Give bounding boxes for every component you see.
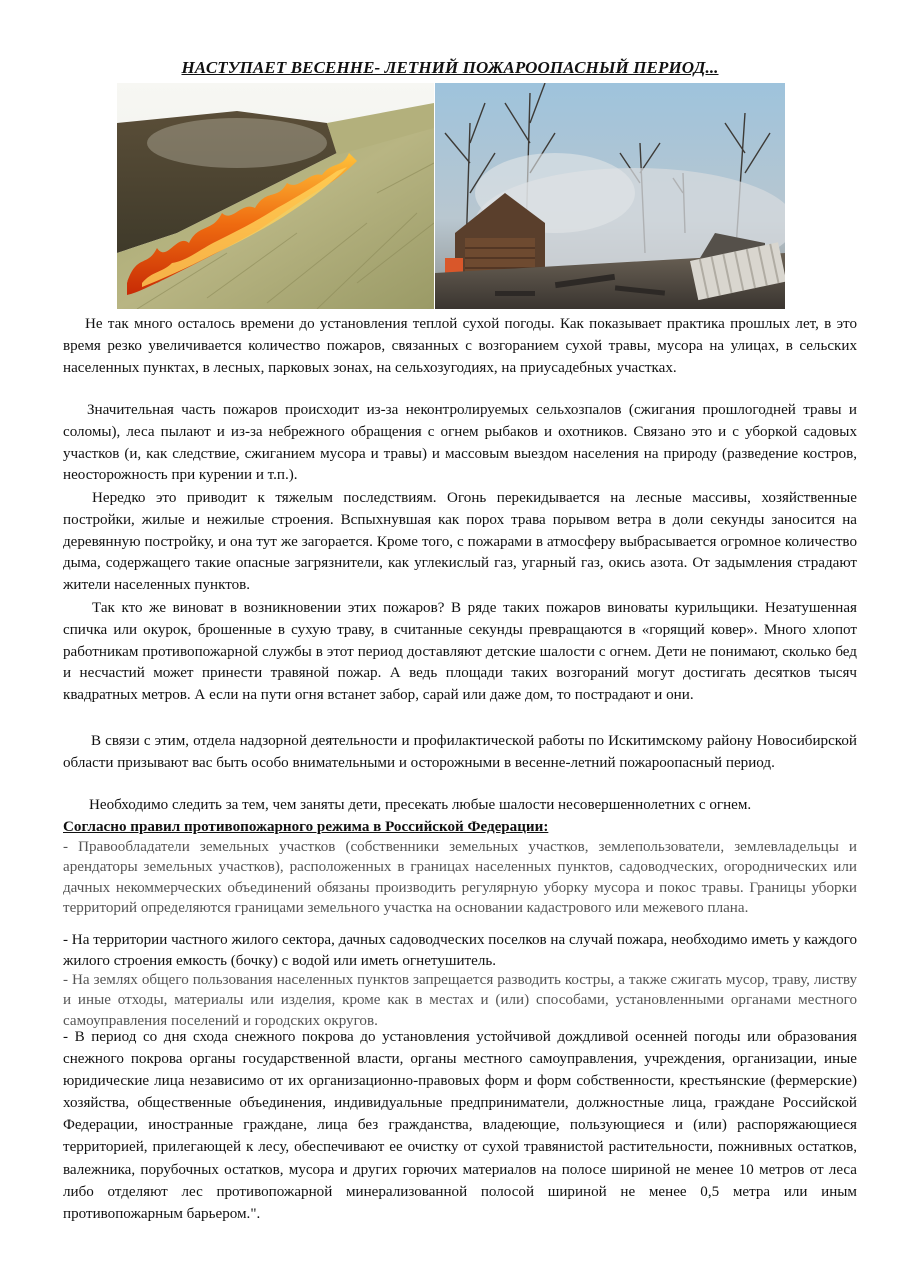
rule-item: - На землях общего пользования населенных пунктов запрещается разводить костры, а также сжигать мусор, траву, листву и иные отходы, материалы или изделия, кроме как в местах и (или) способами, установленными органами местного самоуправления поселений и городских округов. bbox=[63, 972, 857, 1029]
rule-item: - Правообладатели земельных участков (собственники земельных участков, землепользователи, землевладельцы и арендаторы земельных участков), расположенных в границах населенных пунктов, садоводческих, огороднических или дачных некоммерческих объединений обязаны производить регулярную уборку мусора и покос травы. Границы уборки территорий определяются границами земельного участка на основании кадастрового или межевого плана. bbox=[63, 839, 857, 917]
rule-item: - На территории частного жилого сектора, дачных садоводческих поселков на случай пожара, необходимо иметь у каждого жилого строения емкость (бочку) с водой или иметь огнетушитель. bbox=[63, 932, 857, 969]
paragraph-1: Не так много осталось времени до установления теплой сухой погоды. Как показывает практика прошлых лет, в это время резко увеличивается количество пожаров, связанных с возгоранием сухой травы, мусора на улицах, в сельских населенных пунктах, в лесных, парковых зонах, на сельхозугодиях, на приусадебных участках. bbox=[63, 316, 857, 376]
paragraph-2: Значительная часть пожаров происходит из-за неконтролируемых сельхозпалов (сжигания прошлогодней травы и соломы), леса пылают и из-за небрежного обращения с огнем рыбаков и охотников. Связано это и с уборкой садовых участков (и, как следствие, сжиганием мусора и травы) и массовым выездом населения на природу (разведение костров, неосторожность при курении и т.п.). bbox=[63, 402, 857, 484]
paragraph-5: В связи с этим, отдела надзорной деятельности и профилактической работы по Искитимскому району Новосибирской области призывают вас быть особо внимательными и осторожными в весенне-летний пожароопасный период. bbox=[63, 733, 857, 771]
page-title: НАСТУПАЕТ ВЕСЕННЕ- ЛЕТНИЙ ПОЖАРООПАСНЫЙ ПЕРИОД... bbox=[181, 58, 719, 77]
grass-fire-photo bbox=[117, 83, 434, 309]
rule-item: - В период со дня схода снежного покрова до установления устойчивой дождливой осенней погоды или образования снежного покрова органы государственной власти, органы местного самоуправления, учреждения, организации, иные юридические лица независимо от их организационно-правовых форм и форм собственности, крестьянские (фермерские) хозяйства, общественные объединения, индивидуальные предприниматели, должностные лица, граждане Российской Федерации, иностранные граждане, лица без гражданства, владеющие, пользующиеся и (или) распоряжающиеся территорией, прилегающей к лесу, обеспечивают ее очистку от сухой травянистой растительности, пожнивных остатков, валежника, порубочных остатков, мусора и других горючих материалов на полосе шириной не менее 10 метров от леса либо отделяют лес противопожарной минерализованной полосой шириной не менее 0,5 метра или иным противопожарным барьером.". bbox=[63, 1029, 857, 1222]
burnt-village-photo bbox=[435, 83, 785, 309]
paragraph-4: Так кто же виноват в возникновении этих пожаров? В ряде таких пожаров виноваты курильщики. Незатушенная спичка или окурок, брошенные в сухую траву, в считанные секунды превращаются в «горящий ковер». Много хлопот работникам противопожарной службы в этот период доставляют детские шалости с огнем. Дети не понимают, сколько бед и несчастий может принести травяной пожар. А ведь площади таких возгораний могут достигать десятков тысяч квадратных метров. А если на пути огня встанет забор, сарай или даже дом, то пострадают и они. bbox=[63, 600, 857, 704]
paragraph-3: Нередко это приводит к тяжелым последствиям. Огонь перекидывается на лесные массивы, хозяйственные постройки, жилые и нежилые строения. Вспыхнувшая как порох трава порывом ветра в доли секунды заносится на деревянную постройку, и она тут же загорается. Кроме того, с пожарами в атмосферу выбрасывается огромное количество дыма, содержащего такие опасные загрязнители, как углекислый газ, угарный газ, окись азота. От задымления страдают жители населенных пунктов. bbox=[63, 490, 857, 594]
paragraph-6: Необходимо следить за тем, чем заняты дети, пресекать любые шалости несовершеннолетних с огнем. Согласно правил противопожарного режима в Российской Федерации: bbox=[63, 797, 752, 835]
rules-heading: Согласно правил противопожарного режима в Российской Федерации: bbox=[63, 818, 549, 835]
